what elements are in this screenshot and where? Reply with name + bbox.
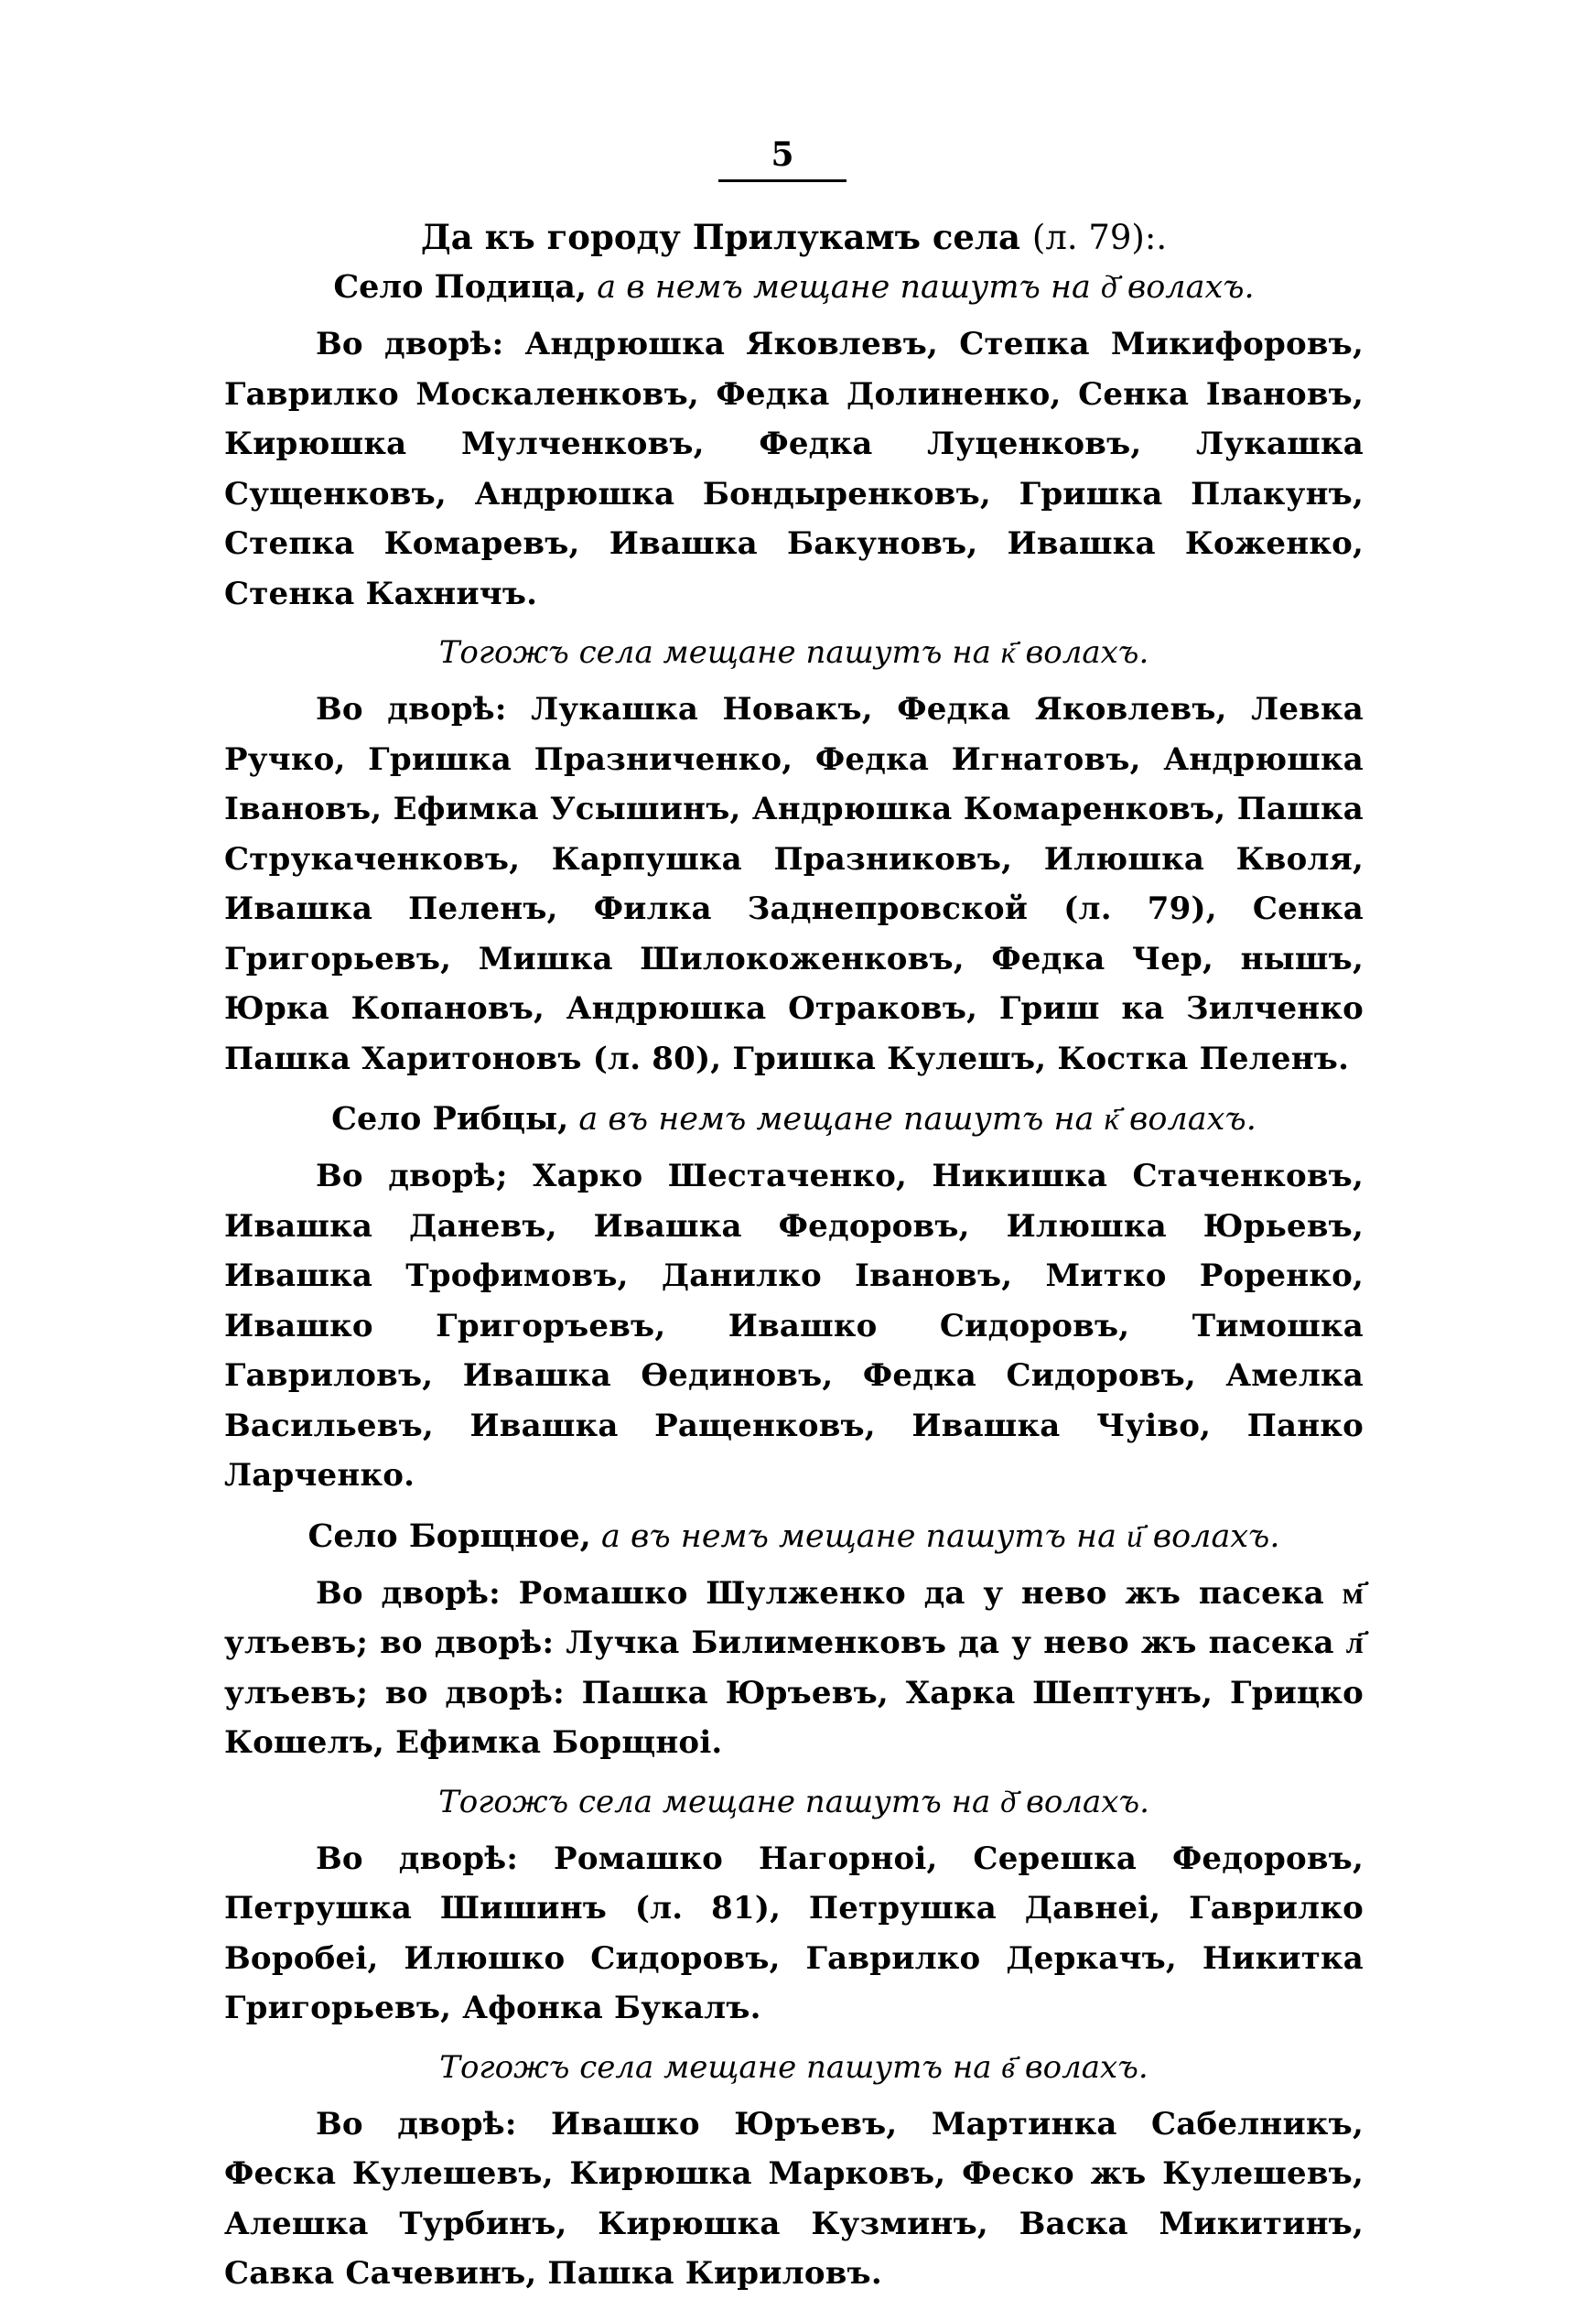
subheading-borshnoe-3: Тогожъ села мещане пашутъ на в҃ волахъ. [439, 2048, 1148, 2086]
paragraph-borshnoe-3: Во дворѣ: Ивашко Юръевъ, Мартинка Сабелникъ, Феска Кулешевъ, Кирюшка Марковъ, Феско жъ Кулешевъ, Алешка Турбинъ, Кирюшка Кузминъ, Васка Микитинъ, Савка Сачевинъ, Пашка Кириловъ. [224, 2105, 1364, 2292]
section-title-podica [224, 263, 1364, 312]
section-title-name: Село Борщное, [307, 1516, 591, 1555]
paragraph-borshnoe-1: Во дворѣ: Ромашко Шулженко да у нево жъ пасека м҃ улъевъ; во дворѣ: Лучка Билименковъ да у нево жъ пасека л҃ улъевъ; во дворѣ: Пашка Юръевъ, Харка Шептунъ, Грицко Кошелъ, Ефимка Борщноі. [224, 1574, 1364, 1761]
section-title-subtitle: а в немъ мещане пашутъ на д҃ волахъ. [597, 269, 1255, 306]
subheading-podica-2: Тогожъ села мещане пашутъ на к҃ волахъ. [438, 634, 1149, 671]
section-title-name: Село Подица, [333, 268, 588, 306]
main-heading-text: Да къ городу Прилукамъ села [420, 217, 1020, 257]
paragraph-ribcy: Во дворѣ; Харко Шестаченко, Никишка Стаченковъ, Ивашка Даневъ, Ивашка Федоровъ, Илюшка Юрьевъ, Ивашка Трофимовъ, Данилко Івановъ, Митко Роренко, Ивашко Григоръевъ, Ивашко Сидоровъ, Тимошка Гавриловъ, Ивашка Ѳединовъ, Федка Сидоровъ, Амелка Васильевъ, Ивашка Ращенковъ, Ивашка Чуіво, Панко Ларченко. [224, 1158, 1364, 1494]
subheading-borshnoe-2: Тогожъ села мещане пашутъ на д҃ волахъ. [438, 1783, 1149, 1820]
main-heading-ref: (л. 79):. [1031, 218, 1168, 257]
section-title-ribcy [224, 1095, 1364, 1144]
page-number: 5 [718, 135, 847, 182]
paragraph-borshnoe-2: Во дворѣ: Ромашко Нагорноі, Серешка Федоровъ, Петрушка Шишинъ (л. 81), Петрушка Давнеі, Гаврилко Воробеі, Илюшко Сидоровъ, Гаврилко Деркачъ, Никитка Григорьевъ, Афонка Букалъ. [224, 1840, 1364, 2026]
section-title-subtitle: а въ немъ мещане пашутъ на к҃ волахъ. [578, 1101, 1256, 1138]
page-content [224, 212, 1364, 2299]
main-heading [224, 212, 1364, 263]
section-title-borshnoe [224, 1512, 1364, 1561]
paragraph-podica-2: Во дворѣ: Лукашка Новакъ, Федка Яковлевъ, Левка Ручко, Гришка Празниченко, Федка Игнатовъ, Андрюшка Івановъ, Ефимка Усышинъ, Андрюшка Комаренковъ, Пашка Струкаченковъ, Карпушка Празниковъ, Илюшка Кволя, Ивашка Пеленъ, Филка Заднепровской (л. 79), Сенка Григорьевъ, Мишка Шилокоженковъ, Федка Чер, нышъ, Юрка Копановъ, Андрюшка Отраковъ, Гриш ка Зилченко Пашка Харитоновъ (л. 80), Гришка Кулешъ, Костка Пеленъ. [224, 691, 1364, 1077]
section-title-name: Село Рибцы, [331, 1100, 569, 1138]
paragraph-podica-1: Во дворѣ: Андрюшка Яковлевъ, Степка Микифоровъ, Гаврилко Москаленковъ, Федка Долиненко, Сенка Івановъ, Кирюшка Мулченковъ, Федка Луценковъ, Лукашка Сущенковъ, Андрюшка Бондыренковъ, Гришка Плакунъ, Степка Комаревъ, Ивашка Бакуновъ, Ивашка Коженко, Стенка Кахничъ. [224, 326, 1364, 612]
section-title-subtitle: а въ немъ мещане пашутъ на и҃ волахъ. [600, 1517, 1280, 1555]
